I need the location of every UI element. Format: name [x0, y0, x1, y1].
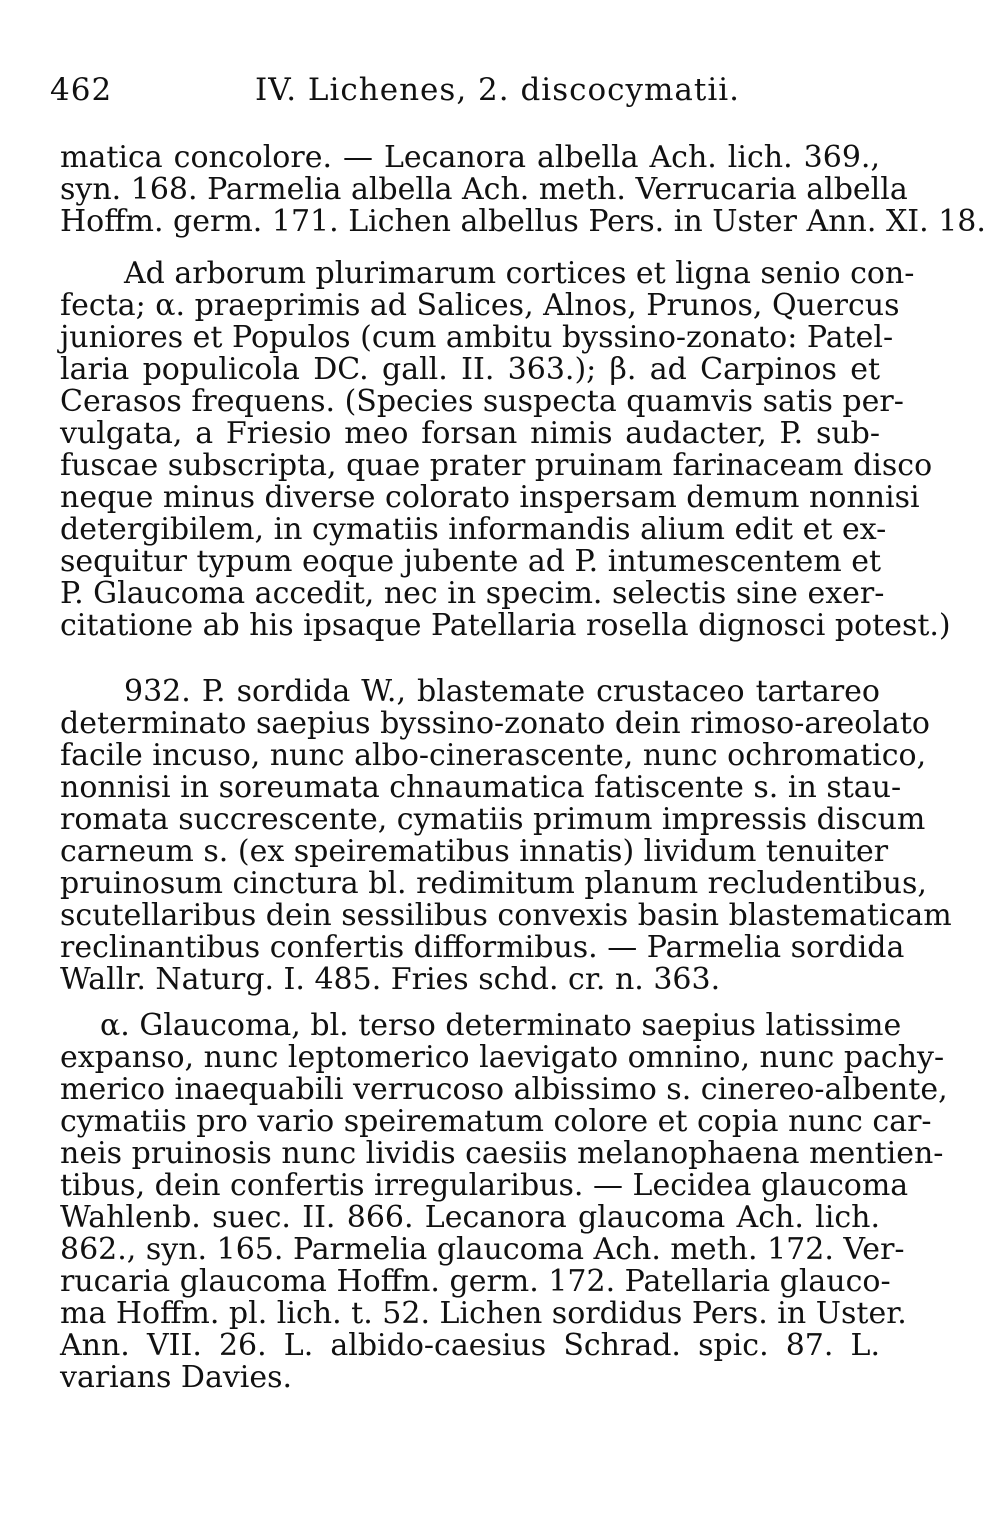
text-line: sequitur typum eoque jubente ad P. intumescentem et [60, 544, 882, 579]
text-line: determinato saepius byssino-zonato dein rimoso-areolato [60, 706, 930, 741]
text-line: nonnisi in soreumata chnaumatica fatiscente s. in stau- [60, 770, 902, 805]
text-line: Wallr. Naturg. I. 485. Fries schd. cr. n. 363. [60, 962, 721, 997]
text-line: 862., syn. 165. Parmelia glaucoma Ach. meth. 172. Ver- [60, 1232, 905, 1267]
text-line: varians Davies. [60, 1360, 293, 1395]
text-line: tibus, dein confertis irregularibus. — Lecidea glaucoma [60, 1168, 909, 1203]
text-line: laria populicola DC. gall. II. 363.); β. ad Carpinos et [60, 352, 880, 387]
text-line: romata succrescente, cymatiis primum impressis discum [60, 802, 926, 837]
text-line: Ad arborum plurimarum cortices et ligna senio con- [124, 256, 915, 291]
synonyms-top-block [60, 140, 986, 239]
variety-alpha-entry [60, 1008, 948, 1395]
text-line: fecta; α. praeprimis ad Salices, Alnos, Prunos, Quercus [60, 288, 900, 323]
text-line: citatione ab his ipsaque Patellaria rosella dignosci potest.) [60, 608, 951, 643]
text-line: P. Glaucoma accedit, nec in specim. selectis sine exer- [60, 576, 885, 611]
text-line: Cerasos frequens. (Species suspecta quamvis satis per- [60, 384, 904, 419]
text-line: Wahlenb. suec. II. 866. Lecanora glaucoma Ach. lich. [60, 1200, 880, 1235]
text-line: Hoffm. germ. 171. Lichen albellus Pers. in Uster Ann. XI. 18. [60, 204, 986, 239]
text-line: reclinantibus confertis difformibus. — Parmelia sordida [60, 930, 905, 965]
text-line: rucaria glaucoma Hoffm. germ. 172. Patellaria glauco- [60, 1264, 891, 1299]
text-line: merico inaequabili verrucoso albissimo s. cinereo-albente, [60, 1072, 948, 1107]
text-line: detergibilem, in cymatiis informandis alium edit et ex- [60, 512, 887, 547]
text-line: cymatiis pro vario speirematum colore et copia nunc car- [60, 1104, 932, 1139]
page-number: 462 [50, 72, 113, 108]
habitat-paragraph [60, 256, 951, 643]
text-line: neque minus diverse colorato inspersam demum nonnisi [60, 480, 920, 515]
text-line: carneum s. (ex speirematibus innatis) lividum tenuiter [60, 834, 889, 869]
text-line: scutellaribus dein sessilibus convexis basin blastematicam [60, 898, 952, 933]
text-line: expanso, nunc leptomerico laevigato omnino, nunc pachy- [60, 1040, 945, 1075]
text-line: Ann. VII. 26. L. albido-caesius Schrad. spic. 87. L. [60, 1328, 880, 1363]
species-heading-line: 932. P. sordida W., blastemate crustaceo tartareo [124, 674, 880, 709]
text-line: pruinosum cinctura bl. redimitum planum recludentibus, [60, 866, 927, 901]
text-line: fuscae subscripta, quae prater pruinam farinaceam disco [60, 448, 933, 483]
text-line: matica concolore. — Lecanora albella Ach. lich. 369., [60, 140, 880, 175]
text-line: facile incuso, nunc albo-cinerascente, nunc ochromatico, [60, 738, 927, 773]
text-line: neis pruinosis nunc lividis caesiis melanophaena mentien- [60, 1136, 944, 1171]
species-932-entry [60, 674, 952, 997]
running-head: IV. Lichenes, 2. discocymatii. [255, 72, 741, 108]
text-line: juniores et Populos (cum ambitu byssino-zonato: Patel- [60, 320, 894, 355]
page-header [50, 72, 880, 112]
text-line: ma Hoffm. pl. lich. t. 52. Lichen sordidus Pers. in Uster. [60, 1296, 907, 1331]
variety-heading-line: α. Glaucoma, bl. terso determinato saepius latissime [100, 1008, 902, 1043]
text-line: syn. 168. Parmelia albella Ach. meth. Verrucaria albella [60, 172, 908, 207]
text-line: vulgata, a Friesio meo forsan nimis audacter, P. sub- [60, 416, 880, 451]
